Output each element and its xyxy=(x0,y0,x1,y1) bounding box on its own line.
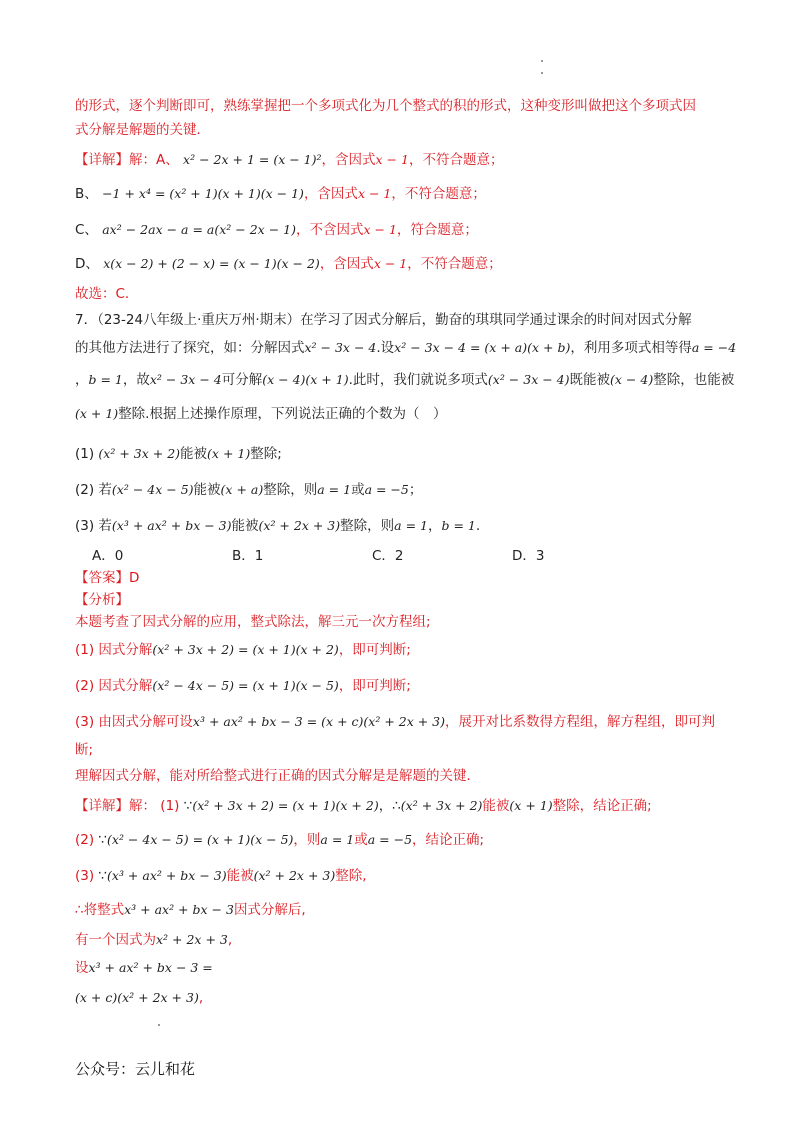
statement-1: (1) (x² + 3x + 2)能被(x + 1)整除; xyxy=(75,446,282,462)
detail-3-step: 设x³ + ax² + bx − 3 = xyxy=(75,960,213,976)
page-mark-dot xyxy=(541,60,543,62)
option-d: D．3 xyxy=(512,548,545,564)
detail-3-step: ∴将整式x³ + ax² + bx − 3因式分解后, xyxy=(75,902,306,918)
text-line: 式分解是解题的关键． xyxy=(75,122,210,138)
analysis-3: (3) 由因式分解可设x³ + ax² + bx − 3 = (x + c)(x² + 2x + 3)，展开对比系数得方程组，解方程组，即可判 xyxy=(75,714,716,730)
analysis-2: (2) 因式分解(x² − 4x − 5) = (x + 1)(x − 5)，即可判断; xyxy=(75,678,411,694)
answer-options xyxy=(92,546,752,566)
option-b: B．1 xyxy=(232,548,264,564)
page-mark-dot xyxy=(158,1024,160,1026)
option-a: A．0 xyxy=(92,548,124,564)
answer-label: 【答案】D xyxy=(75,570,140,586)
statement-2: (2) 若(x² − 4x − 5)能被(x + a)整除，则a = 1或a = −5； xyxy=(75,482,423,498)
page-mark-dot xyxy=(541,72,543,74)
footer-account: 公众号：云儿和花 xyxy=(75,1060,196,1078)
detail-line-c: C、 ax² − 2ax − a = a(x² − 2x − 1)，不含因式x − 1，符合题意； xyxy=(75,222,478,238)
analysis-3-cont: 断; xyxy=(75,742,94,758)
detail-1: 【详解】解： (1) ∵(x² + 3x + 2) = (x + 1)(x + 2)，∴(x² + 3x + 2)能被(x + 1)整除，结论正确; xyxy=(75,798,652,814)
question-line: 7．（23-24八年级上·重庆万州·期末）在学习了因式分解后，勤奋的琪琪同学通过课余的时间对因式分解 xyxy=(75,312,692,328)
answer-choice: 故选：C． xyxy=(75,286,139,302)
question-line: (x + 1)整除.根据上述操作原理，下列说法正确的个数为（ ） xyxy=(75,406,447,422)
option-c: C．2 xyxy=(372,548,404,564)
question-line: 的其他方法进行了探究，如：分解因式x² − 3x − 4.设x² − 3x − 4 = (x + a)(x + b)，利用多项式相等得a = −4 xyxy=(75,340,737,356)
analysis-text: 本题考查了因式分解的应用，整式除法，解三元一次方程组; xyxy=(75,614,431,630)
analysis-label: 【分析】 xyxy=(75,592,129,608)
question-line: ，b = 1，故x² − 3x − 4可分解(x − 4)(x + 1).此时，我们就说多项式(x² − 3x − 4)既能被(x − 4)整除，也能被 xyxy=(75,372,735,388)
text-line: 的形式，逐个判断即可，熟练掌握把一个多项式化为几个整式的积的形式，这种变形叫做把这个多项式因 xyxy=(75,98,696,114)
detail-line-a: 【详解】解：A、 x² − 2x + 1 = (x − 1)²，含因式x − 1，不符合题意； xyxy=(75,152,504,168)
detail-2: (2) ∵(x² − 4x − 5) = (x + 1)(x − 5)，则a = 1或a = −5，结论正确; xyxy=(75,832,485,848)
detail-3-step: (x + c)(x² + 2x + 3), xyxy=(75,990,204,1006)
analysis-1: (1) 因式分解(x² + 3x + 2) = (x + 1)(x + 2)，即可判断; xyxy=(75,642,411,658)
analysis-summary: 理解因式分解，能对所给整式进行正确的因式分解是是解题的关键． xyxy=(75,768,480,784)
detail-3: (3) ∵(x³ + ax² + bx − 3)能被(x² + 2x + 3)整除, xyxy=(75,868,367,884)
detail-line-d: D、 x(x − 2) + (2 − x) = (x − 1)(x − 2)，含因式x − 1，不符合题意； xyxy=(75,256,502,272)
statement-3: (3) 若(x³ + ax² + bx − 3)能被(x² + 2x + 3)整除，则a = 1，b = 1. xyxy=(75,518,481,534)
detail-line-b: B、 −1 + x⁴ = (x² + 1)(x + 1)(x − 1)，含因式x − 1，不符合题意； xyxy=(75,186,486,202)
detail-3-step: 有一个因式为x² + 2x + 3, xyxy=(75,932,233,948)
